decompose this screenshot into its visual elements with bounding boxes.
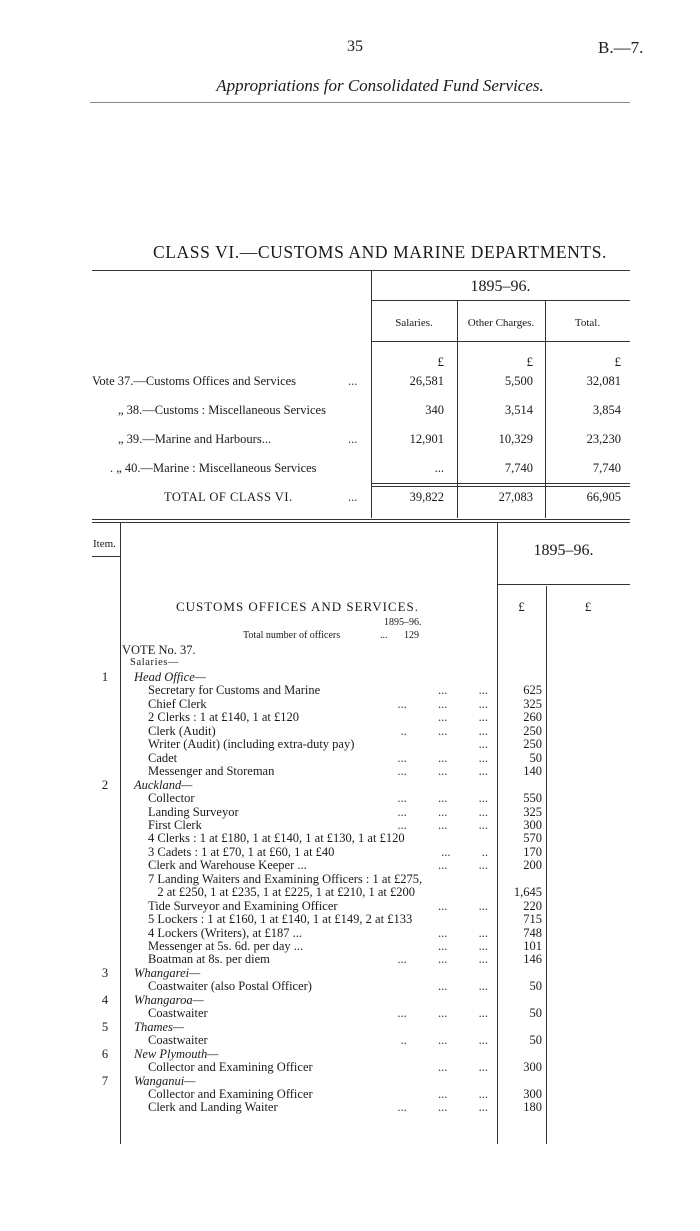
leader-dots: ... ... ... — [397, 1006, 488, 1021]
summary-row-salaries: ... — [434, 461, 444, 475]
ledger-amount: 146 — [523, 952, 542, 967]
office-subheading: Auckland— — [134, 777, 193, 792]
ledger-line-text: Clerk and Landing Waiter — [148, 1100, 278, 1115]
summary-row-other: 3,514 — [504, 403, 533, 417]
summary-currency-total: £ — [614, 354, 621, 369]
summary-total-label: TOTAL OF CLASS VI. — [164, 490, 293, 504]
ledger-line-text: 2 at £250, 1 at £235, 1 at £225, 1 at £210, 1 at £200 — [148, 885, 415, 900]
summary-row-total: 3,854 — [592, 403, 621, 417]
officers-label: Total number of officers — [243, 630, 341, 641]
ledger-line-text: 5 Lockers : 1 at £160, 1 at £140, 1 at £149, 2 at £133 — [148, 912, 413, 927]
ledger-line-text: Clerk and Warehouse Keeper ... — [148, 858, 307, 873]
detail-year-rule — [497, 584, 630, 585]
leader-dots: ... ... ... — [397, 696, 488, 711]
leader-dots: ... ... ... — [397, 764, 488, 779]
item-header-rule — [92, 556, 120, 557]
ledger-amount: 140 — [523, 764, 542, 779]
office-subheading: Whangaroa— — [134, 992, 204, 1007]
leader-dots: ... ... — [438, 858, 488, 873]
ledger-line-text: Collector — [148, 791, 195, 806]
summary-row-other: 5,500 — [504, 374, 533, 388]
leader-dots: ... ... — [438, 925, 488, 940]
summary-top-rule — [92, 270, 630, 271]
ledger-amount: 50 — [529, 1006, 542, 1021]
ledger-line-text: Secretary for Customs and Marine — [148, 683, 321, 698]
ledger-amount: 250 — [523, 737, 542, 752]
summary-total-total: 66,905 — [586, 490, 621, 504]
office-subheading: Head Office— — [134, 670, 206, 684]
ledger-line-text: Messenger at 5s. 6d. per day ... — [148, 939, 304, 953]
ledger-line-text: Writer (Audit) (including extra-duty pay) — [148, 737, 355, 752]
ledger-line-text: Boatman at 8s. per diem — [148, 952, 270, 967]
ledger-line-text: Messenger and Storeman — [148, 764, 275, 779]
office-subheading: Wanganui— — [134, 1073, 196, 1088]
summary-total-rule-1 — [371, 483, 630, 484]
leader-dots: ... ... — [438, 898, 488, 913]
ledger-line-text: Tide Surveyor and Examining Officer — [148, 898, 338, 913]
summary-year-rule — [371, 300, 630, 301]
ledger-line-text: Clerk (Audit) — [148, 723, 216, 738]
item-column-header: Item. — [93, 538, 116, 550]
salaries-heading: Salaries— — [130, 657, 180, 668]
summary-row-label: . „ 40.—Marine : Miscellaneous Services — [110, 461, 317, 475]
summary-row-label: „ 39.—Marine and Harbours... — [118, 432, 272, 446]
item-number: 1 — [101, 670, 109, 684]
page-number: 35 — [347, 38, 363, 55]
ledger-amount: 1,645 — [513, 885, 542, 900]
leader-dots: .. ... ... — [400, 723, 488, 738]
ledger-amount: 50 — [529, 1033, 542, 1048]
summary-heading: CLASS VI.—CUSTOMS AND MARINE DEPARTMENTS. — [153, 242, 607, 262]
summary-label-divider — [371, 270, 372, 518]
summary-year: 1895–96. — [470, 278, 531, 295]
ledger-amount: 50 — [529, 750, 542, 765]
ledger-line-text: Cadet — [148, 750, 178, 765]
summary-colhead-rule — [371, 341, 630, 342]
officers-dots: ... — [380, 630, 388, 641]
ledger-amount: 260 — [523, 710, 542, 725]
ledger-line-text: 4 Lockers (Writers), at £187 ... — [148, 925, 302, 940]
summary-row-other: 7,740 — [504, 461, 533, 475]
leader-dots: ... ... — [438, 1086, 488, 1101]
ledger-amount: 50 — [529, 979, 542, 994]
summary-row-salaries: 26,581 — [409, 374, 444, 388]
summary-currency-other: £ — [526, 354, 533, 369]
ledger-amount: 570 — [523, 831, 542, 846]
ledger-line-text: Collector and Examining Officer — [148, 1086, 313, 1101]
leader-dots: ... — [478, 737, 488, 752]
ledger-line-text: 2 Clerks : 1 at £140, 1 at £120 — [148, 710, 300, 725]
leader-dots: ... ... — [438, 683, 488, 698]
leader-dots: ... ... ... — [397, 750, 488, 765]
detail-currency-1: £ — [518, 599, 525, 614]
ledger-amount: 625 — [523, 683, 542, 698]
item-number: 2 — [101, 777, 109, 792]
ledger-amount: 300 — [523, 1060, 542, 1075]
ledger-line-text: Collector and Examining Officer — [148, 1060, 313, 1075]
ledger-amount: 550 — [523, 791, 542, 806]
leader-dots: .. ... ... — [400, 1033, 488, 1048]
ledger-amount: 200 — [523, 858, 542, 873]
office-subheading: Thames— — [134, 1019, 185, 1034]
item-number: 4 — [101, 992, 109, 1007]
summary-row-total: 7,740 — [592, 461, 621, 475]
summary-total-salaries: 39,822 — [409, 490, 444, 504]
detail-section-title: CUSTOMS OFFICES AND SERVICES. — [176, 599, 419, 614]
ledger-line-text: 4 Clerks : 1 at £180, 1 at £140, 1 at £130, 1 at £120 — [148, 831, 405, 846]
item-number: 3 — [101, 965, 109, 980]
summary-currency-salaries: £ — [437, 354, 444, 369]
leader-dots: ... ... ... — [397, 804, 488, 819]
vote-heading: VOTE No. 37. — [122, 643, 196, 657]
ledger-amount: 300 — [523, 817, 542, 832]
summary-row-other: 10,329 — [498, 432, 533, 446]
ledger-amount: 748 — [523, 925, 542, 940]
detail-amount-divider-2 — [546, 586, 547, 1144]
item-number: 7 — [101, 1073, 109, 1088]
ledger-line-text: Landing Surveyor — [148, 804, 239, 819]
ledger-line-text: 7 Landing Waiters and Examining Officers : 1 at £275, — [148, 871, 423, 886]
ledger-amount: 325 — [523, 696, 542, 711]
summary-bottom-rule — [92, 519, 630, 520]
detail-top-rule — [92, 522, 630, 523]
summary-total-dots: ... — [348, 490, 358, 504]
ledger-amount: 325 — [523, 804, 542, 819]
ledger-line-text: 3 Cadets : 1 at £70, 1 at £60, 1 at £40 — [148, 844, 335, 859]
leader-dots: ... ... ... — [397, 952, 488, 967]
summary-row-total: 23,230 — [586, 432, 621, 446]
summary-total-other: 27,083 — [498, 490, 533, 504]
leader-dots: ... ... — [438, 1060, 488, 1075]
header-rule — [90, 102, 630, 103]
leader-dots: ... ... — [438, 939, 488, 953]
summary-total-rule-2 — [371, 486, 630, 487]
ledger-amount: 170 — [523, 844, 542, 859]
leader-dots: ... ... — [438, 710, 488, 725]
summary-col-total: Total. — [574, 317, 601, 329]
ledger-amount: 220 — [523, 898, 542, 913]
detail-item-divider — [120, 522, 121, 1144]
leader-dots: ... ... ... — [397, 817, 488, 832]
page-subtitle: Appropriations for Consolidated Fund Services. — [216, 76, 544, 95]
ledger-amount: 101 — [523, 939, 542, 953]
document-reference: B.—7. — [598, 38, 644, 57]
detail-currency-2: £ — [584, 599, 592, 614]
ledger-line-text: Coastwaiter (also Postal Officer) — [148, 979, 312, 994]
summary-row-salaries: 12,901 — [409, 432, 444, 446]
summary-row-dots: ... — [348, 374, 358, 388]
ledger-line-text: Coastwaiter — [148, 1006, 208, 1021]
summary-row-label: Vote 37.—Customs Offices and Services — [92, 374, 297, 388]
ledger-amount: 300 — [523, 1086, 542, 1101]
leader-dots: ... .. — [441, 844, 488, 859]
item-number: 5 — [101, 1019, 109, 1034]
summary-col-other: Other Charges. — [467, 317, 535, 329]
ledger-amount: 715 — [523, 912, 542, 927]
summary-col-salaries: Salaries. — [395, 317, 433, 329]
summary-row-salaries: 340 — [425, 403, 444, 417]
ledger-line-text: Chief Clerk — [148, 696, 207, 711]
officers-count: 129 — [404, 630, 419, 641]
item-number: 6 — [101, 1046, 109, 1061]
leader-dots: ... ... ... — [397, 791, 488, 806]
office-subheading: Whangarei— — [134, 965, 201, 980]
ledger-line-text: Coastwaiter — [148, 1033, 208, 1048]
officers-year: 1895–96. — [384, 617, 422, 628]
office-subheading: New Plymouth— — [134, 1046, 219, 1061]
leader-dots: ... ... ... — [397, 1100, 488, 1115]
summary-row-dots: ... — [348, 432, 358, 446]
ledger-amount: 250 — [523, 723, 542, 738]
detail-year: 1895–96. — [533, 542, 594, 559]
ledger-amount: 180 — [523, 1100, 542, 1115]
ledger-line-text: First Clerk — [148, 817, 202, 832]
leader-dots: ... ... — [438, 979, 488, 994]
summary-row-total: 32,081 — [586, 374, 621, 388]
summary-row-label: „ 38.—Customs : Miscellaneous Services — [118, 403, 326, 417]
